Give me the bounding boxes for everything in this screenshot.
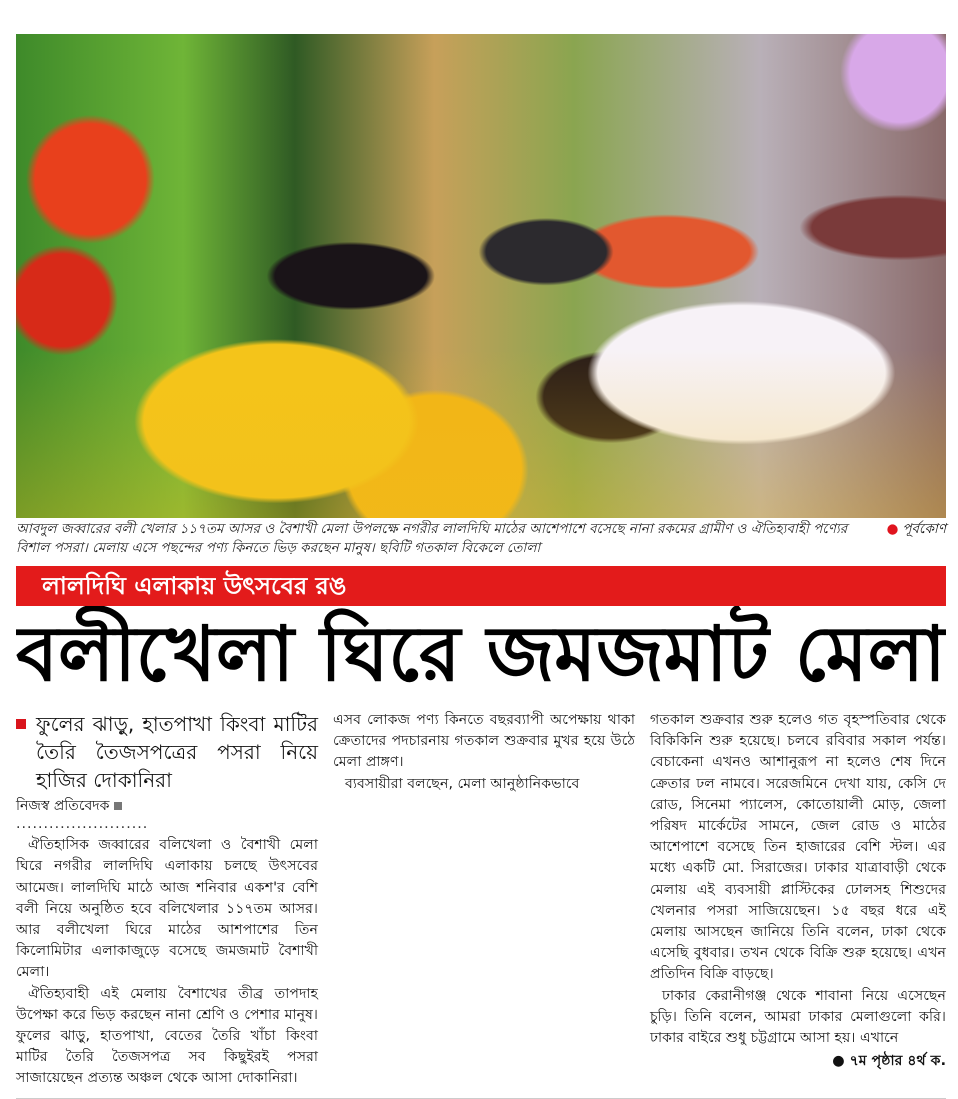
photo-caption: আবদুল জব্বারের বলী খেলার ১১৭তম আসর ও বৈশাখী মেলা উপলক্ষে নগরীর লালদিঘি মাঠের আশেপাশে বসেছে নানা রকমের গ্রামীণ ও ঐতিহ্যবাহী পণ্যের বিশাল পসরা। মেলায় এসে পছন্দের পণ্য কিনতে ভিড় করছেন মানুষ। ছবিটি গতকাল বিকেলে তোলা: [16, 521, 848, 556]
subheadline-text: ফুলের ঝাড়ু, হাতপাখা কিংবা মাটির তৈরি তৈজসপত্রের পসরা নিয়ে হাজির দোকানিরা: [36, 712, 318, 792]
paragraph: ঢাকার কেরানীগঞ্জ থেকে শাবানা নিয়ে এসেছেন চুড়ি। তিনি বলেন, আমরা ঢাকার মেলাগুলো করি। ঢাকার বাইরে শুধু চট্টগ্রামে আসা হয়। এখানে: [650, 987, 946, 1047]
column-2: [333, 710, 635, 795]
article-body: [16, 520, 946, 1099]
square-icon: [114, 802, 122, 810]
photo-credit-text: পূর্বকোণ: [902, 521, 946, 537]
bullet-icon: ●: [886, 521, 899, 537]
byline-text: নিজস্ব প্রতিবেদক: [16, 798, 110, 814]
section-banner: [16, 566, 946, 606]
headline-container: [16, 606, 946, 706]
column-1: [16, 710, 318, 1090]
paragraph: ঐতিহ্যবাহী এই মেলায় বৈশাখের তীব্র তাপদাহ উপেক্ষা করে ভিড় করছেন নানা শ্রেণি ও পেশার মানুষ। ফুলের ঝাড়ু, হাতপাখা, বেতের তৈরি খাঁচা কিংবা মাটির তৈরি তৈজসপত্র সব কিছুইরই পসরা সাজায়েছেন প্রত্যন্ত অঞ্চল থেকে আসা দোকানিরা।: [16, 985, 318, 1087]
photo-credit: [887, 520, 946, 539]
paragraph: গতকাল শুক্রবার শুরু হলেও গত বৃহস্পতিবার থেকে বিকিকিনি শুরু হয়েছে। চলবে রবিবার সকাল পর্যন্ত। বেচাকেনা এখনও আশানুরূপ না হলেও শেষ দিনে ক্রেতার ঢল নামবে। সরেজমিনে দেখা যায়, কেসি দে রোড, সিনেমা প্যালেস, কোতোয়ালী মোড়, জেলা পরিষদ মার্কেটের সামনে, জেল রোড ও মাঠের আশেপাশে বসেছে তিন হাজারের বেশি স্টল। এর মধ্যে একটি মো. সিরাজের। ঢাকার যাত্রাবাড়ী থেকে মেলায় এই ব্যবসায়ী প্লাস্টিকের ঢোলসহ শিশুদের খেলনার পসরা সাজিয়েছেন। ১৫ বছর ধরে এই মেলায় আসছেন জানিয়ে তিনি বলেন, ঢাকা থেকে এসেছি বুধবার। তখন থেকে বিক্রি শুরু হয়েছে। এখন প্রতিদিন বিক্রি বাড়ছে।: [650, 712, 946, 983]
bullet-icon: ●: [832, 1053, 850, 1070]
dotted-divider: ........................: [16, 817, 149, 832]
column-3: [650, 710, 946, 1072]
paragraph: ঐতিহাসিক জব্বারের বলিখেলা ও বৈশাখী মেলা ঘিরে নগরীর লালদিঘি এলাকায় চলছে উৎসবের আমেজ। লালদিঘি মাঠে আজ শনিবার একশ'র বেশি বলী নিয়ে অনুষ্ঠিত হবে বলিখেলার ১১৭তম আসর। আর বলীখেলা ঘিরে মাঠের আশপাশের তিন কিলোমিটার এলাকাজুড়ে বসেছে জমজমাট বৈশাখী মেলা।: [16, 837, 318, 981]
article-photo: [16, 34, 946, 518]
byline: [16, 796, 318, 817]
paragraph: ব্যবসায়ীরা বলছেন, মেলা আনুষ্ঠানিকভাবে: [345, 775, 580, 792]
subheadline: [16, 710, 318, 794]
continuation-note: [650, 1051, 946, 1072]
banner-text: লালদিঘি এলাকায় উৎসবের রঙ: [42, 572, 347, 600]
headline: বলীখেলা ঘিরে জমজমাট মেলা: [16, 609, 946, 698]
square-bullet-icon: [16, 719, 26, 729]
photo-overlay: [16, 349, 946, 518]
bottom-rule: [16, 1098, 946, 1099]
continuation-text: ৭ম পৃষ্ঠার ৪র্থ ক.: [849, 1053, 946, 1070]
paragraph: এসব লোকজ পণ্য কিনতে বছরব্যাপী অপেক্ষায় থাকা ক্রেতাদের পদচারনায় গতকাল শুক্রবার মুখর হয়ে উঠে মেলা প্রাঙ্গণ।: [333, 712, 635, 771]
columns: [16, 710, 946, 1090]
